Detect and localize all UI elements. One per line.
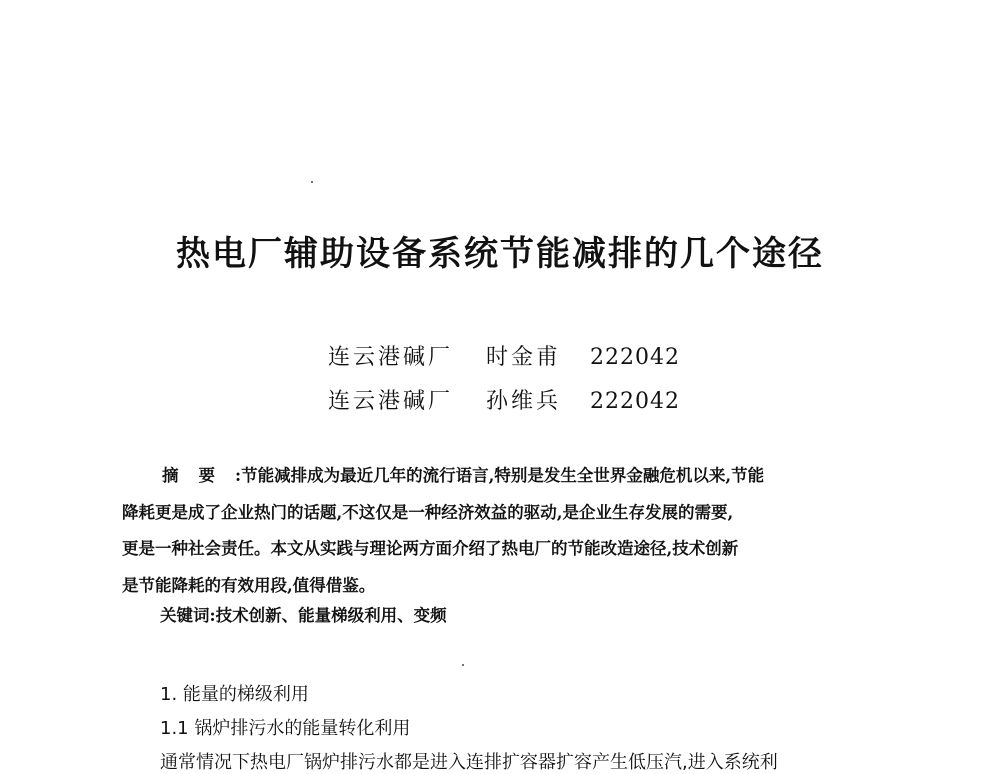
author-name: 孙维兵 xyxy=(486,389,562,414)
keywords xyxy=(160,602,447,626)
scan-speck xyxy=(311,181,313,183)
keywords-label: 关键词 xyxy=(160,606,210,625)
abstract-line: 更是一种社会责任。本文从实践与理论两方面介绍了热电厂的节能改造途径,技术创新 xyxy=(122,539,739,558)
author-name: 时金甫 xyxy=(486,345,562,370)
keywords-text: :技术创新、能量梯级利用、变频 xyxy=(209,606,447,625)
author-line-1 xyxy=(328,340,680,371)
section-heading: 1. 能量的梯级利用 xyxy=(160,684,309,705)
abstract xyxy=(122,458,882,604)
author-zip: 222042 xyxy=(590,345,680,370)
author-org: 连云港碱厂 xyxy=(328,389,454,414)
abstract-line: 降耗更是成了企业热门的话题,不这仅是一种经济效益的驱动,是企业生存发展的需要, xyxy=(122,502,734,522)
abstract-label: 摘要 xyxy=(162,466,235,485)
abstract-line: 是节能降耗的有效用段,值得借鉴。 xyxy=(122,575,376,595)
author-org: 连云港碱厂 xyxy=(328,345,454,370)
author-zip: 222042 xyxy=(590,389,680,414)
scan-speck xyxy=(462,664,464,666)
author-line-2 xyxy=(328,384,680,415)
subsection-heading: 1.1 锅炉排污水的能量转化利用 xyxy=(160,718,411,739)
paper-title: 热电厂辅助设备系统节能减排的几个途径 xyxy=(176,234,824,274)
body-text-line: 通常情况下热电厂锅炉排污水都是进入连排扩容器扩容产生低压汽,进入系统利 xyxy=(160,752,778,773)
abstract-line xyxy=(122,458,882,495)
abstract-text: :节能减排成为最近几年的流行语言,特别是发生全世界金融危机以来,节能 xyxy=(235,466,765,485)
